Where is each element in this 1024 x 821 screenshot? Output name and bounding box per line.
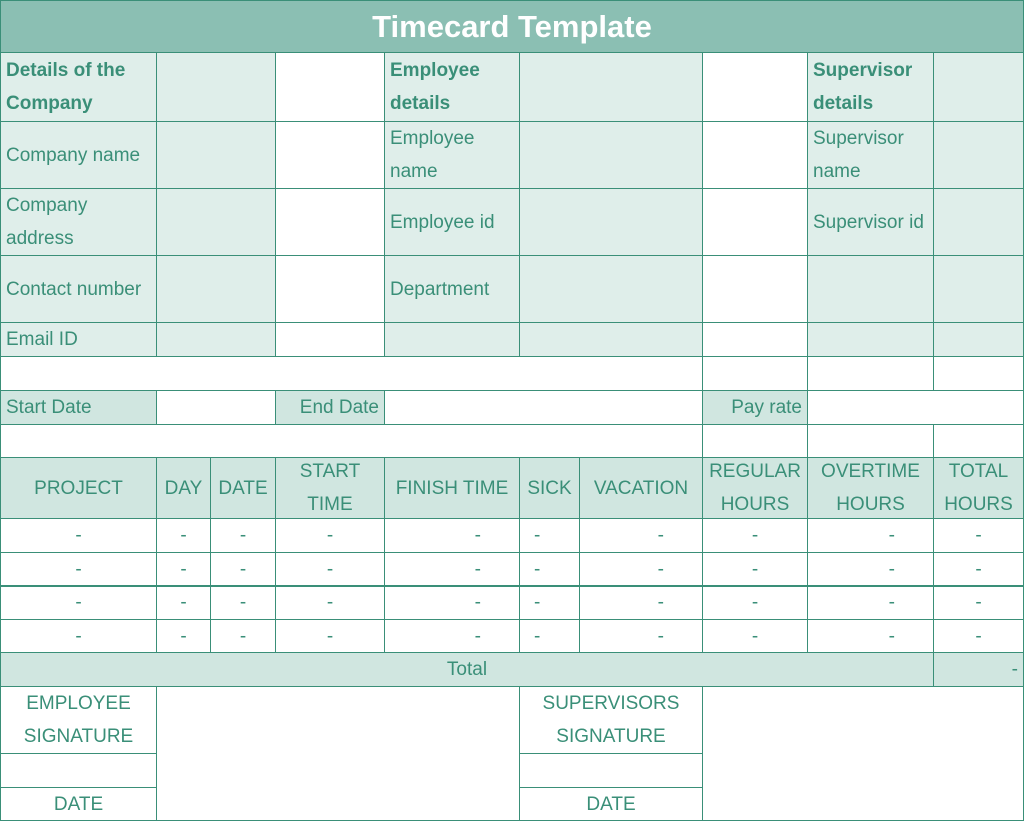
total-value: - [933,652,1024,687]
table-cell-day[interactable]: - [156,552,211,587]
supervisor-section-heading: Supervisor details [807,52,934,122]
column-header-day: DAY [156,457,211,519]
employee-signature-label: EMPLOYEE SIGNATURE [0,686,157,754]
table-cell-sick[interactable]: - [519,619,580,653]
column-header-date: DATE [210,457,276,519]
table-cell-day[interactable]: - [156,619,211,653]
table-cell-regular-hours[interactable]: - [702,619,808,653]
table-cell-total-hours[interactable]: - [933,619,1024,653]
table-cell-day[interactable]: - [156,585,211,620]
table-cell-overtime-hours[interactable]: - [807,619,934,653]
employee-date-label: DATE [0,787,157,821]
table-cell-date[interactable]: - [210,518,276,553]
blank-cell [275,121,385,189]
company-heading-blank [156,52,276,122]
email-id-label: Email ID [0,322,157,357]
company-address-field[interactable] [156,188,276,256]
supervisor-extra-blank [807,255,934,323]
table-cell-total-hours[interactable]: - [933,552,1024,587]
table-cell-date[interactable]: - [210,619,276,653]
table-cell-vacation[interactable]: - [579,552,703,587]
table-cell-start-time[interactable]: - [275,552,385,587]
table-cell-finish-time[interactable]: - [384,585,520,620]
pay-rate-label: Pay rate [702,390,808,425]
end-date-label: End Date [275,390,385,425]
table-cell-date[interactable]: - [210,552,276,587]
spacer-row [0,356,703,391]
blank-cell [702,188,808,256]
blank-cell [933,424,1024,458]
company-address-label: Company address [0,188,157,256]
table-cell-project[interactable]: - [0,552,157,587]
department-field[interactable] [519,255,703,323]
column-header-start-time: START TIME [275,457,385,519]
table-cell-start-time[interactable]: - [275,518,385,553]
table-cell-regular-hours[interactable]: - [702,552,808,587]
table-cell-date[interactable]: - [210,585,276,620]
table-cell-start-time[interactable]: - [275,585,385,620]
supervisor-extra-blank [933,255,1024,323]
table-cell-vacation[interactable]: - [579,619,703,653]
table-cell-vacation[interactable]: - [579,585,703,620]
employee-signature-blank [0,753,157,788]
table-cell-project[interactable]: - [0,518,157,553]
column-header-total-hours: TOTAL HOURS [933,457,1024,519]
blank-cell [702,322,808,357]
supervisor-id-label: Supervisor id [807,188,934,256]
blank-cell [275,188,385,256]
table-cell-overtime-hours[interactable]: - [807,552,934,587]
blank-cell [702,356,808,391]
blank-cell [702,52,808,122]
table-cell-project[interactable]: - [0,585,157,620]
table-cell-finish-time[interactable]: - [384,518,520,553]
column-header-sick: SICK [519,457,580,519]
column-header-regular-hours: REGULAR HOURS [702,457,808,519]
contact-number-field[interactable] [156,255,276,323]
table-cell-sick[interactable]: - [519,552,580,587]
employee-extra-blank [384,322,520,357]
blank-cell [702,255,808,323]
blank-cell [702,121,808,189]
table-cell-day[interactable]: - [156,518,211,553]
employee-id-field[interactable] [519,188,703,256]
supervisor-id-field[interactable] [933,188,1024,256]
supervisor-signature-label: SUPERVISORS SIGNATURE [519,686,703,754]
table-cell-sick[interactable]: - [519,585,580,620]
spacer-row [0,424,703,458]
blank-cell [807,356,934,391]
table-cell-start-time[interactable]: - [275,619,385,653]
employee-extra-blank [519,322,703,357]
supervisor-extra-blank [807,322,934,357]
column-header-vacation: VACATION [579,457,703,519]
supervisor-name-field[interactable] [933,121,1024,189]
start-date-field[interactable] [156,390,276,425]
table-cell-vacation[interactable]: - [579,518,703,553]
employee-signature-field[interactable] [156,686,520,821]
employee-id-label: Employee id [384,188,520,256]
column-header-finish-time: FINISH TIME [384,457,520,519]
company-section-heading: Details of the Company [0,52,157,122]
table-cell-project[interactable]: - [0,619,157,653]
company-name-field[interactable] [156,121,276,189]
company-name-label: Company name [0,121,157,189]
blank-cell [933,356,1024,391]
supervisor-extra-blank [933,322,1024,357]
supervisor-name-label: Supervisor name [807,121,934,189]
employee-name-label: Employee name [384,121,520,189]
table-cell-total-hours[interactable]: - [933,585,1024,620]
contact-number-label: Contact number [0,255,157,323]
blank-cell [807,424,934,458]
blank-cell [275,52,385,122]
table-cell-overtime-hours[interactable]: - [807,518,934,553]
supervisor-signature-blank [519,753,703,788]
table-cell-regular-hours[interactable]: - [702,518,808,553]
table-cell-finish-time[interactable]: - [384,619,520,653]
start-date-label: Start Date [0,390,157,425]
table-cell-total-hours[interactable]: - [933,518,1024,553]
supervisor-heading-blank [933,52,1024,122]
supervisor-signature-field[interactable] [702,686,1024,821]
email-id-field[interactable] [156,322,276,357]
department-label: Department [384,255,520,323]
table-cell-finish-time[interactable]: - [384,552,520,587]
blank-cell [275,255,385,323]
table-cell-sick[interactable]: - [519,518,580,553]
employee-name-field[interactable] [519,121,703,189]
employee-section-heading: Employee details [384,52,520,122]
supervisor-date-label: DATE [519,787,703,821]
page-title: Timecard Template [0,0,1024,53]
column-header-overtime-hours: OVERTIME HOURS [807,457,934,519]
table-cell-regular-hours[interactable]: - [702,585,808,620]
pay-rate-field[interactable] [807,390,1024,425]
blank-cell [702,424,808,458]
column-header-project: PROJECT [0,457,157,519]
end-date-field[interactable] [384,390,703,425]
employee-heading-blank [519,52,703,122]
total-label: Total [0,652,934,687]
blank-cell [275,322,385,357]
table-cell-overtime-hours[interactable]: - [807,585,934,620]
